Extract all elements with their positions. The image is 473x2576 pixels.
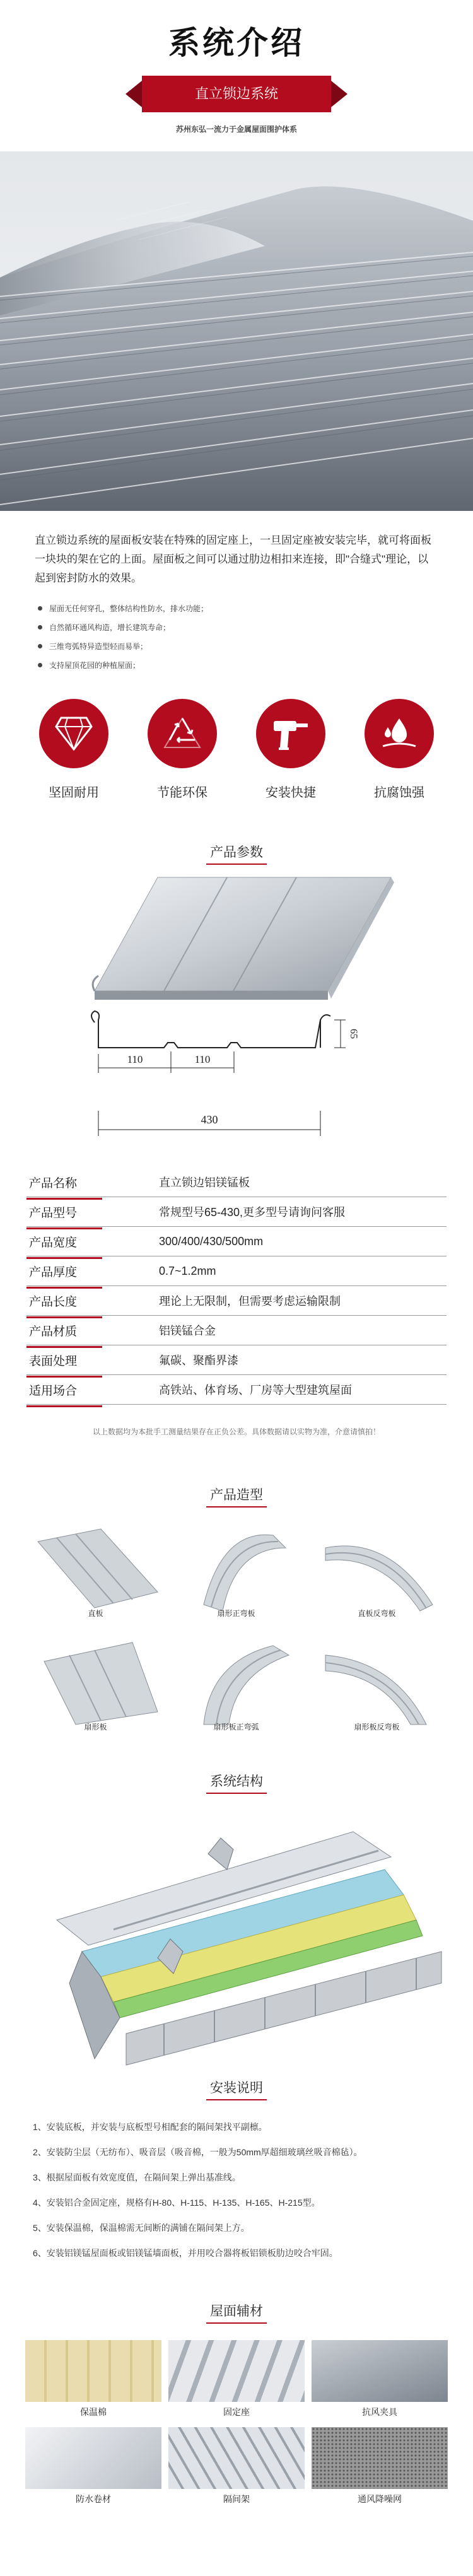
shape-item	[25, 1636, 166, 1750]
spec-note: 以上数据均为本批手工测量结果存在正负公差。具体数据请以实物为准，介意请慎拍！	[92, 1427, 380, 1436]
recycle-icon	[148, 699, 217, 768]
shape-label: 扇形板	[84, 1723, 107, 1731]
shapes-title: 产品造型	[0, 1485, 473, 1508]
list-item: 支持屋顶花园的种植屋面；	[38, 656, 438, 675]
spacer-photo	[168, 2427, 305, 2489]
drops-icon	[365, 699, 434, 768]
material-label: 防水卷材	[76, 2494, 111, 2504]
icon-label: 抗腐蚀强	[374, 786, 424, 800]
dim-rib-b: 110	[194, 1053, 211, 1065]
list-item: 6、安装铝镁锰屋面板或铝镁锰墙面板，并用咬合器将板铝锁板肋边咬合牢固。	[33, 2248, 338, 2258]
feature-fast-install	[243, 699, 338, 800]
flat-panel-graphic	[25, 1523, 166, 1617]
install-steps	[0, 2114, 473, 2266]
list-item: 三维弯弧特异造型轻而易举；	[38, 637, 438, 656]
intro-paragraph: 直立锁边系统的屋面板安装在特殊的固定座上，一旦固定座被安装完毕，就可将面板一块块的架在它的上面。屋面板之间可以通过肋边相扣来连接，即"合缝式"理论，以起到密封防水的效果。	[35, 534, 431, 584]
dim-rib-a: 110	[127, 1053, 143, 1065]
membrane-photo	[25, 2427, 161, 2489]
table-row	[26, 1345, 447, 1375]
list-item: 1、安装底板，并安装与底板型号相配套的隔间架找平副檩。	[33, 2122, 267, 2132]
shape-label: 直板	[88, 1609, 103, 1618]
install-title: 安装说明	[0, 2078, 473, 2100]
insulation-photo	[25, 2340, 161, 2402]
spec-key: 表面处理	[26, 1352, 159, 1369]
material-label: 固定座	[223, 2407, 250, 2417]
table-row	[26, 1168, 447, 1197]
spec-key: 产品名称	[26, 1174, 159, 1191]
spec-value: 直立锁边铝镁锰板	[159, 1176, 250, 1189]
shape-label: 直板反弯板	[358, 1609, 396, 1618]
table-row	[26, 1197, 447, 1227]
title-ribbon	[142, 76, 331, 112]
spec-key: 产品厚度	[26, 1263, 159, 1280]
shape-label: 扇形板反弯板	[354, 1723, 400, 1731]
spec-value: 300/400/430/500mm	[159, 1234, 264, 1248]
list-item: 屋面无任何穿孔，整体结构性防水，排水功能；	[38, 599, 438, 618]
page-title: 系统介绍	[168, 25, 305, 61]
shape-item	[166, 1636, 307, 1750]
table-row	[26, 1375, 447, 1405]
shape-label: 扇形正弯板	[217, 1609, 255, 1618]
material-label: 保温棉	[80, 2407, 107, 2417]
material-item	[25, 2340, 161, 2421]
spec-key: 产品材质	[26, 1322, 159, 1339]
spec-key: 适用场合	[26, 1381, 159, 1398]
material-item	[168, 2427, 305, 2508]
list-item: 自然循环通风构造，增长建筑寿命；	[38, 618, 438, 637]
spec-key: 产品长度	[26, 1292, 159, 1309]
icon-label: 节能环保	[157, 786, 207, 800]
material-item	[25, 2427, 161, 2508]
table-row	[26, 1286, 447, 1316]
list-item: 3、根据屋面板有效宽度值，在隔间架上弹出基准线。	[33, 2172, 241, 2182]
list-item: 5、安装保温棉，保温棉需无间断的满铺在隔间架上方。	[33, 2223, 250, 2233]
dim-height: 65	[348, 1029, 359, 1039]
curved-panel-graphic	[166, 1523, 307, 1617]
fan-reverse-graphic	[307, 1636, 447, 1731]
table-row	[26, 1227, 447, 1256]
table-row	[26, 1316, 447, 1345]
header	[0, 0, 473, 151]
spec-value: 铝镁锰合金	[159, 1325, 216, 1337]
list-item: 4、安装铝合金固定座，规格有H-80、H-115、H-135、H-165、H-215型。	[33, 2198, 320, 2208]
materials-title: 屋面辅材	[0, 2301, 473, 2324]
shape-item	[166, 1523, 307, 1636]
fan-panel-graphic	[25, 1636, 166, 1731]
spec-value: 0.7~1.2mm	[159, 1264, 216, 1277]
icon-label: 坚固耐用	[49, 786, 99, 800]
spec-key: 产品宽度	[26, 1233, 159, 1250]
structure-svg	[0, 1794, 473, 2071]
panel-profile-drawing	[0, 865, 473, 1168]
shape-label: 扇形板正弯弧	[213, 1723, 259, 1731]
feature-eco	[135, 699, 230, 800]
drill-icon	[256, 699, 325, 768]
reverse-curve-graphic	[307, 1523, 447, 1617]
hero-roof-image	[0, 151, 473, 511]
ribbon-label: 直立锁边系统	[194, 86, 278, 102]
spec-value: 氟碳、聚酯界漆	[159, 1354, 238, 1367]
clamp-photo	[312, 2340, 448, 2402]
material-label: 通风降噪网	[358, 2494, 402, 2504]
dim-width: 430	[201, 1113, 218, 1126]
list-item: 2、安装防尘层（无纺布）、吸音层（吸音棉，一般为50mm厚超细玻璃丝吸音棉毡）。	[33, 2147, 363, 2157]
profile-svg	[0, 865, 473, 1168]
vent-mesh-photo	[312, 2427, 448, 2489]
bracket-photo	[168, 2340, 305, 2402]
material-item	[168, 2340, 305, 2421]
materials-gallery	[0, 2340, 473, 2508]
material-item	[312, 2427, 448, 2508]
shape-item	[25, 1523, 166, 1636]
header-subtitle: 苏州东弘一流力于金属屋面围护体系	[175, 125, 297, 134]
material-label: 抗风夹具	[362, 2407, 397, 2417]
structure-title: 系统结构	[0, 1771, 473, 1794]
spec-value: 高铁站、体育场、厂房等大型建筑屋面	[159, 1384, 352, 1396]
structure-diagram	[0, 1794, 473, 2071]
feature-list	[0, 588, 473, 675]
shape-gallery	[0, 1523, 473, 1750]
shape-item	[307, 1523, 447, 1636]
feature-durable	[26, 699, 121, 800]
icon-label: 安装快捷	[266, 786, 316, 800]
params-title: 产品参数	[0, 842, 473, 865]
roof-illustration	[0, 151, 473, 511]
diamond-icon	[39, 699, 108, 768]
feature-icons	[0, 675, 473, 800]
spec-value: 常规型号65-430,更多型号请询问客服	[159, 1206, 346, 1219]
spec-table	[26, 1168, 447, 1405]
feature-anticorrosion	[352, 699, 447, 800]
spec-value: 理论上无限制，但需要考虑运输限制	[159, 1295, 341, 1308]
fan-curve-graphic	[166, 1636, 307, 1731]
material-label: 隔间架	[223, 2494, 250, 2504]
shape-item	[307, 1636, 447, 1750]
material-item	[312, 2340, 448, 2421]
spec-key: 产品型号	[26, 1203, 159, 1221]
table-row	[26, 1256, 447, 1286]
